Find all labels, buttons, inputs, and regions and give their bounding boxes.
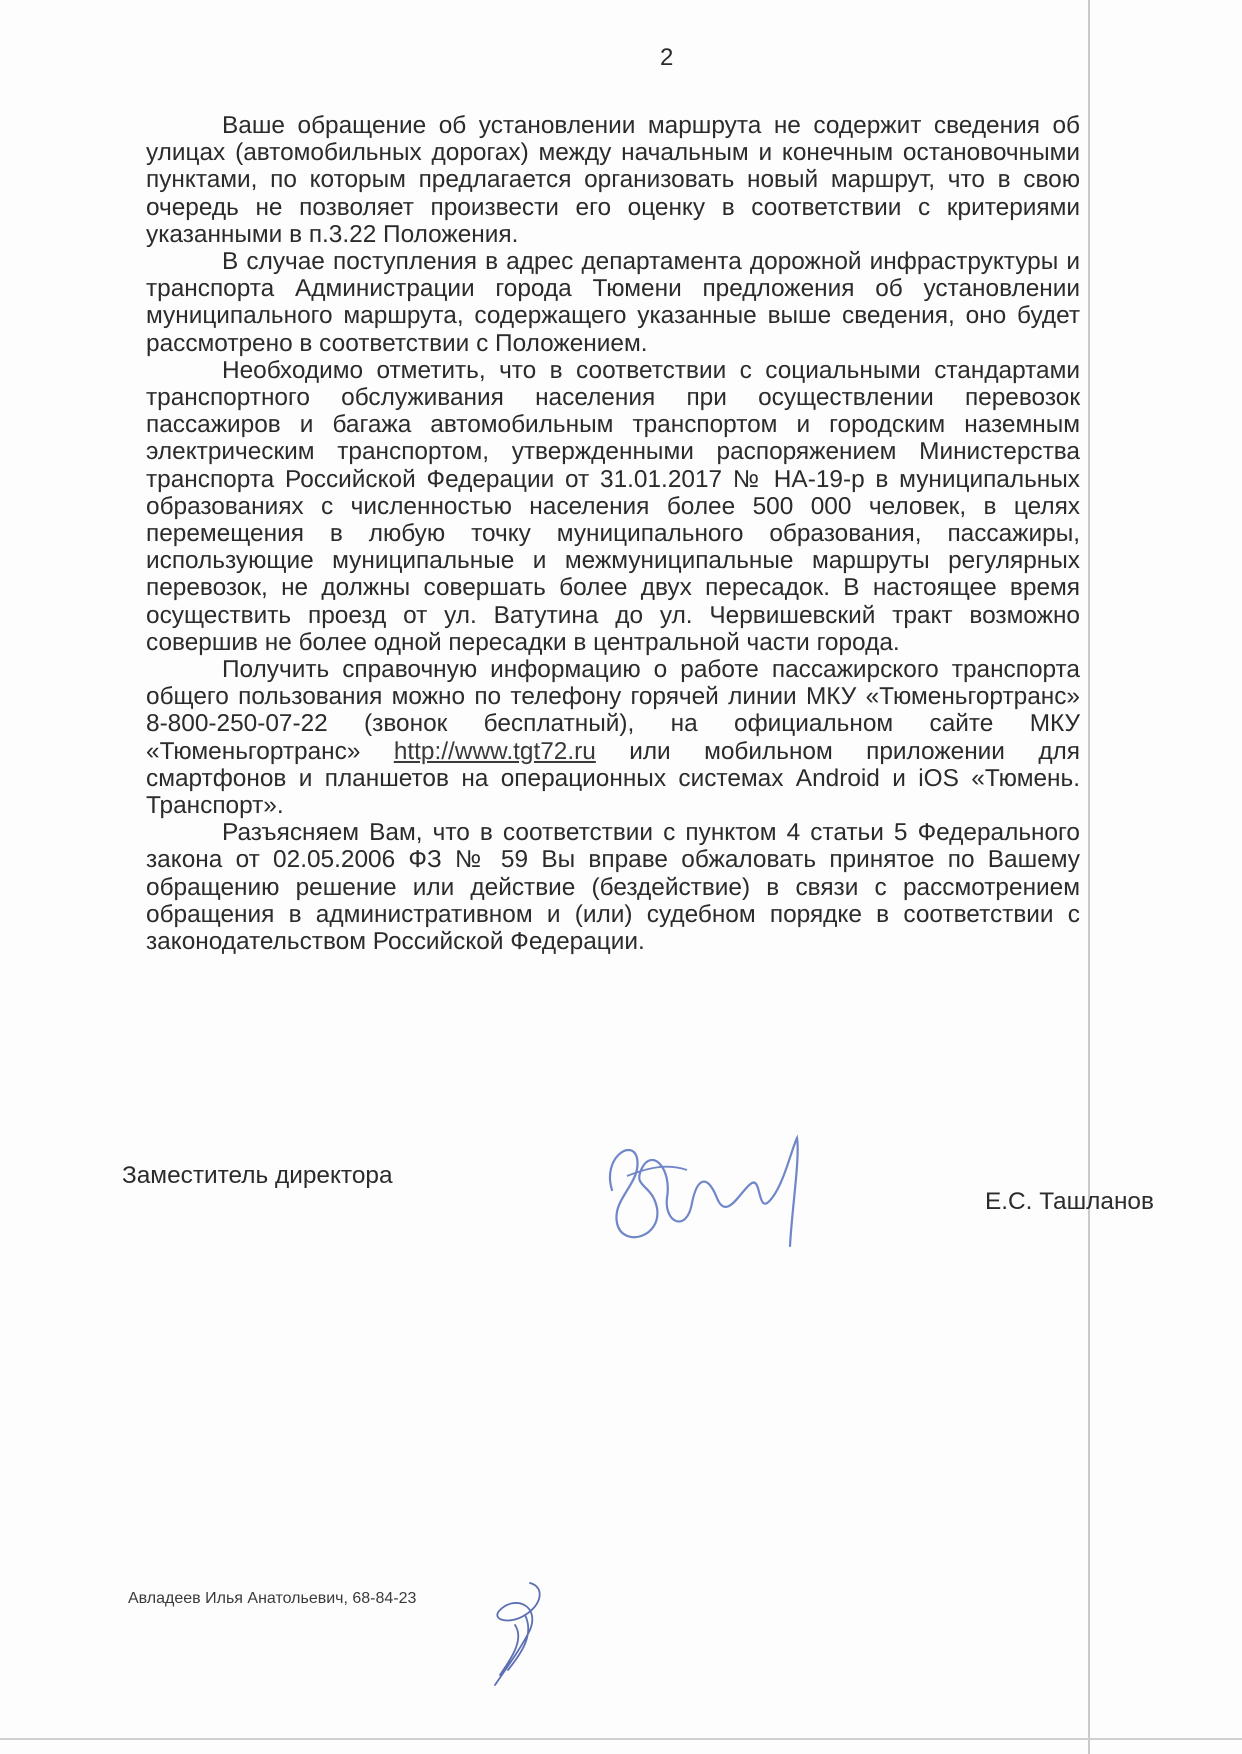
letter-body <box>146 112 1080 955</box>
signer-name: Е.С. Ташланов <box>985 1188 1154 1215</box>
scan-edge-line <box>1088 0 1090 1754</box>
info-text-end: или мобильном приложении для смартфонов и планшетов на операционных системах Android и iOS «Тюмень. Транспорт». <box>146 737 1080 820</box>
signature-image <box>592 1128 812 1253</box>
paragraph-info <box>146 656 1080 819</box>
paragraph-route-request: Ваше обращение об установлении маршрута не содержит сведения об улицах (автомобильных дорогах) между начальным и конечным остановочными пунктами, по которым предлагается организовать новый маршрут, что в свою очередь не позволяет произвести его оценку в соответствии с критериями указанными в п.3.22 Положения. <box>146 112 1080 248</box>
website-link[interactable]: http://www.tgt72.ru <box>393 737 596 765</box>
executor-contact: Авладеев Илья Анатольевич, 68-84-23 <box>128 1590 417 1607</box>
scan-bottom-line <box>0 1738 1242 1740</box>
page-number: 2 <box>660 44 674 71</box>
signer-title: Заместитель директора <box>122 1162 393 1189</box>
paragraph-proposal: В случае поступления в адрес департамента дорожной инфраструктуры и транспорта Администрации города Тюмени предложения об установлении муниципального маршрута, содержащего указанные выше сведения, оно будет рассмотрено в соответствии с Положением. <box>146 248 1080 357</box>
info-text-start: Получить справочную информацию о работе пассажирского транспорта общего пользования можно по телефону горячей линии МКУ «Тюменьгортранс» 8-800-250-07-22 (звонок бесплатный), на официальном сайте МКУ «Тюменьгортранс» <box>146 656 1080 765</box>
initials-signature <box>470 1575 560 1693</box>
paragraph-appeal: Разъясняем Вам, что в соответствии с пунктом 4 статьи 5 Федерального закона от 02.05.2006 ФЗ № 59 Вы вправе обжаловать принятое по Вашему обращению решение или действие (бездействие) в связи с рассмотрением обращения в административном и (или) судебном порядке в соответствии с законодательством Российской Федерации. <box>146 819 1080 956</box>
paragraph-standards: Необходимо отметить, что в соответствии с социальными стандартами транспортного обслуживания населения при осуществлении перевозок пассажиров и багажа автомобильным транспортом и городским наземным электрическим транспортом, утвержденными распоряжением Министерства транспорта Российской Федерации от 31.01.2017 № НА-19-р в муниципальных образованиях с численностью населения более 500 000 человек, в целях перемещения в любую точку муниципального образования, пассажиры, использующие муниципальные и межмуниципальные маршруты регулярных перевозок, не должны совершать более двух пересадок. В настоящее время осуществить проезд от ул. Ватутина до ул. Червишевский тракт возможно совершив не более одной пересадки в центральной части города. <box>146 356 1080 656</box>
